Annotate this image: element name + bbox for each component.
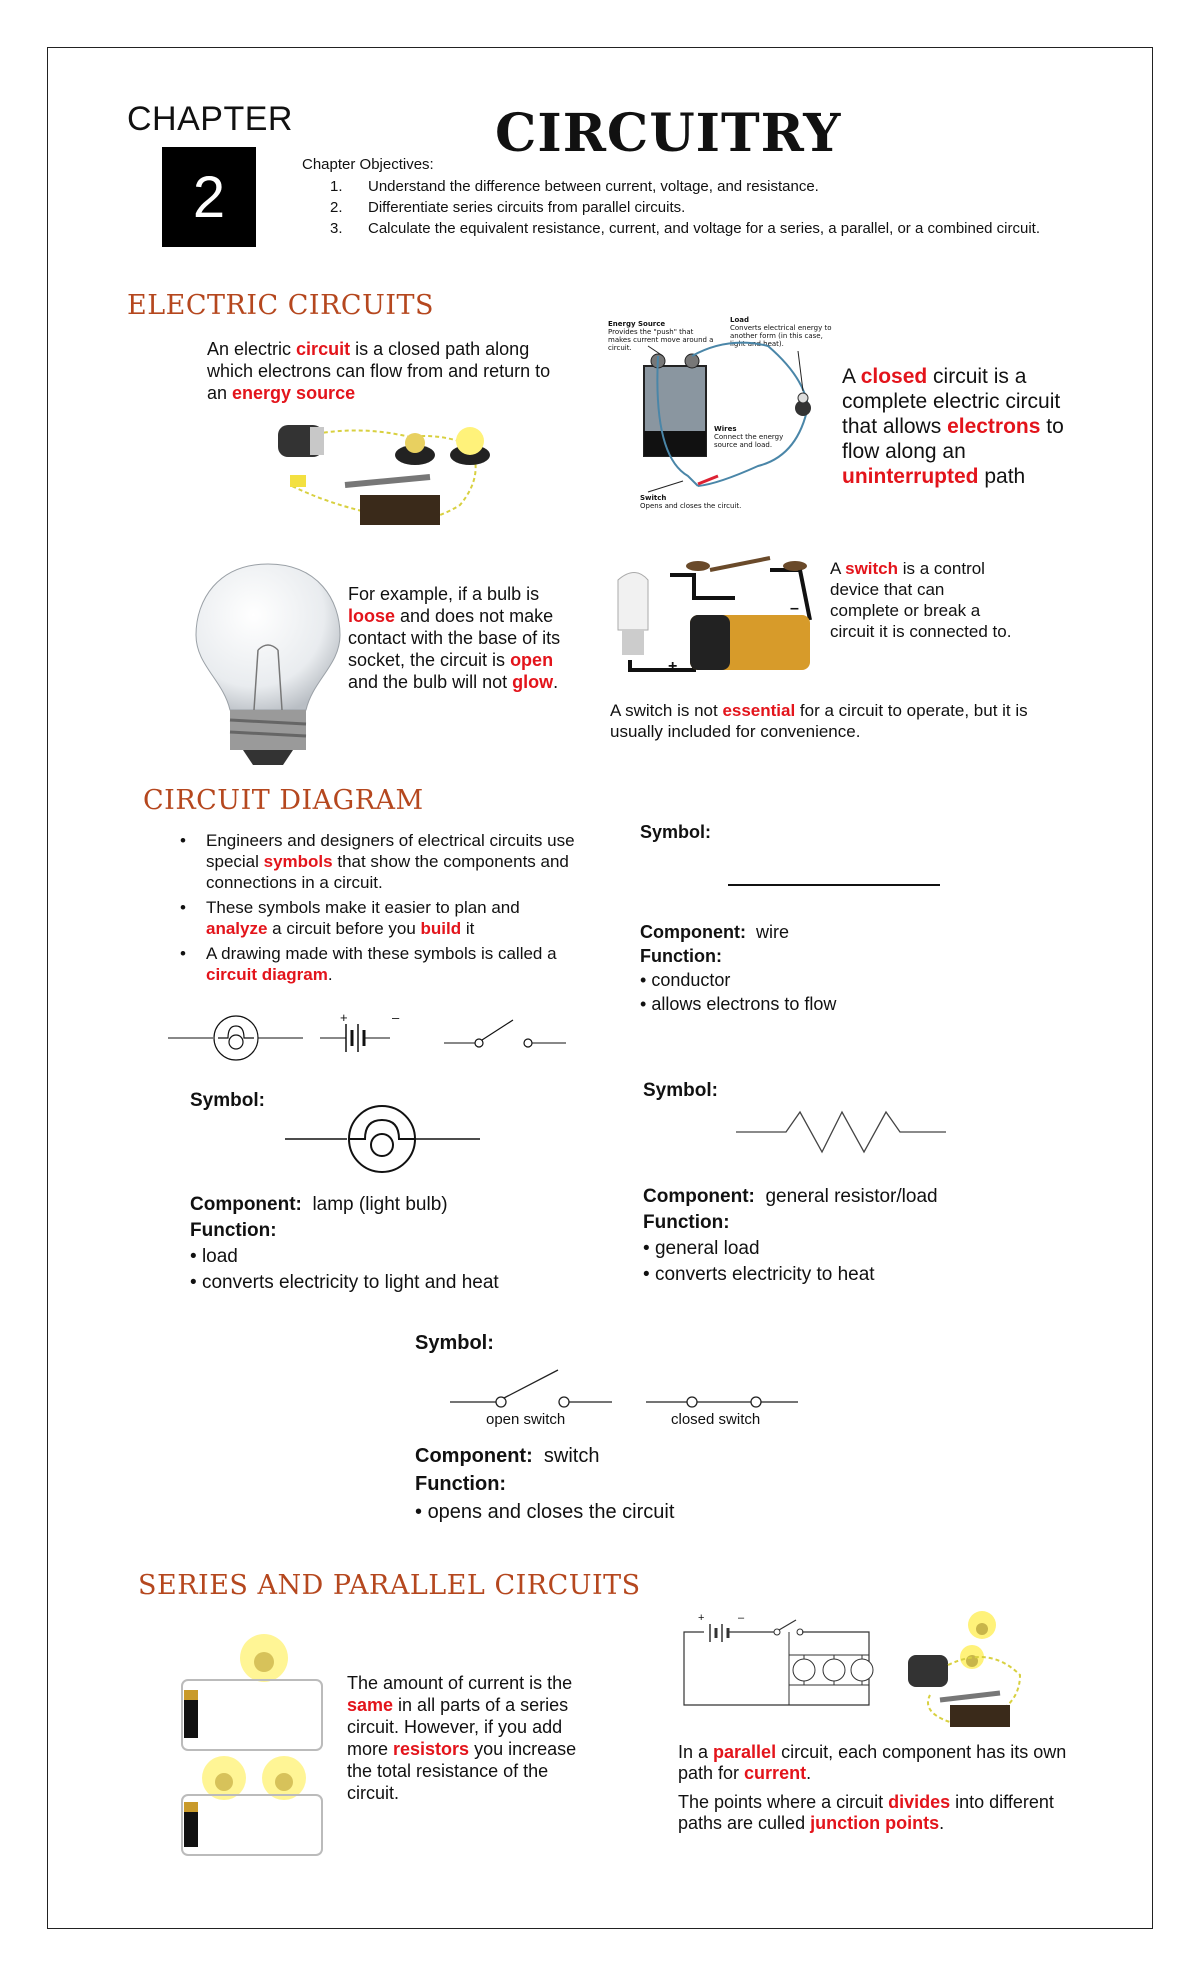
series-circuit-text: The amount of current is the same in all parts of a series circuit. However, if you add more resistors you increase the total resistance of the circuit. (347, 1673, 577, 1803)
junction-points-text: The points where a circuit divides into different paths are culled junction points. (678, 1792, 1054, 1833)
series-circuit-illustration (172, 1630, 332, 1860)
closed-circuit-text: A closed circuit is a complete electric circuit that allows electrons to flow along an uninterrupted path (842, 365, 1064, 488)
parallel-battery-minus: – (738, 1612, 745, 1624)
list-item: • These symbols make it easier to plan and analyze a circuit before you build it (176, 897, 576, 939)
closed-switch-caption: closed switch (671, 1411, 761, 1428)
chapter-number: 2 (192, 164, 226, 230)
battery-symbol-minus: – (392, 1010, 400, 1025)
chapter-number-box (162, 147, 256, 247)
light-bulb-icon (188, 560, 348, 770)
list-item: • A drawing made with these symbols is called a circuit diagram. (176, 943, 576, 985)
battery-symbol-plus: + (340, 1010, 348, 1025)
energy-source-caption: Energy Source Provides the "push" that makes current move around a circuit. (608, 320, 714, 352)
section-title-circuit-diagram: CIRCUIT DIAGRAM (143, 785, 424, 816)
wires-caption: Wires Connect the energy source and load. (714, 425, 784, 449)
switch-note-text: A switch is not essential for a circuit to operate, but it is usually included for convenience. (610, 701, 1028, 741)
switch-definition-text: A switch is a control device that can complete or break a circuit it is connected to. (830, 559, 1012, 641)
switch-symbols (450, 1365, 800, 1410)
switch-caption: Switch Opens and closes the circuit. (640, 494, 742, 510)
parallel-circuit-text: In a parallel circuit, each component has its own path for current. (678, 1742, 1067, 1783)
resistor-symbol (736, 1108, 946, 1158)
loose-bulb-text: For example, if a bulb is loose and does not make contact with the base of its socket, the circuit is open and the bulb will not glow. (348, 584, 561, 692)
resistor-symbol-label: Symbol: (643, 1080, 718, 1101)
lamp-symbol (285, 1103, 480, 1173)
simple-circuit-illustration (270, 415, 510, 550)
battery-minus-sign: – (790, 600, 799, 617)
lamp-description: Component: lamp (light bulb) Function: • load • converts electricity to light and heat (190, 1194, 499, 1293)
wire-description: Component: wire Function: • conductor • allows electrons to flow (640, 922, 837, 1014)
list-item: • Engineers and designers of electrical circuits use special symbols that show the components and connections in a circuit. (176, 830, 576, 893)
section-title-electric-circuits: ELECTRIC CIRCUITS (127, 290, 434, 321)
switch-description: Component: switch Function: • opens and closes the circuit (415, 1445, 675, 1523)
page-title: CIRCUITRY (495, 103, 842, 164)
wire-symbol (728, 880, 940, 890)
resistor-description: Component: general resistor/load Function: • general load • converts electricity to heat (643, 1186, 938, 1285)
objective-item: 2. Differentiate series circuits from parallel circuits. (330, 199, 686, 216)
circuit-diagram-bullets (176, 830, 576, 989)
switch-symbol-label: Symbol: (415, 1332, 494, 1354)
circuit-definition-text: An electric circuit is a closed path along which electrons can flow from and return to an energy source (207, 339, 551, 403)
section-title-series-parallel: SERIES AND PARALLEL CIRCUITS (138, 1570, 641, 1601)
objective-item: 3. Calculate the equivalent resistance, current, and voltage for a series, a parallel, or a combined circuit. (330, 220, 1041, 237)
symbol-examples-row (168, 1010, 568, 1060)
wire-symbol-label: Symbol: (640, 822, 712, 842)
objectives-list (330, 176, 1100, 239)
battery-plus-sign: + (668, 658, 678, 675)
parallel-battery-plus: + (698, 1612, 705, 1624)
objective-item: 1. Understand the difference between current, voltage, and resistance. (330, 178, 819, 195)
battery-circuit-drawing (608, 316, 848, 516)
objectives-label: Chapter Objectives: (302, 156, 434, 173)
lamp-symbol-label: Symbol: (190, 1090, 265, 1111)
parallel-circuit-illustration (900, 1605, 1100, 1740)
chapter-label: CHAPTER (127, 100, 293, 138)
parallel-circuit-diagram (684, 1620, 874, 1710)
switch-circuit-illustration (610, 560, 820, 680)
load-caption: Load Converts electrical energy to another form (in this case, light and heat). (730, 316, 832, 348)
open-switch-caption: open switch (486, 1411, 566, 1428)
